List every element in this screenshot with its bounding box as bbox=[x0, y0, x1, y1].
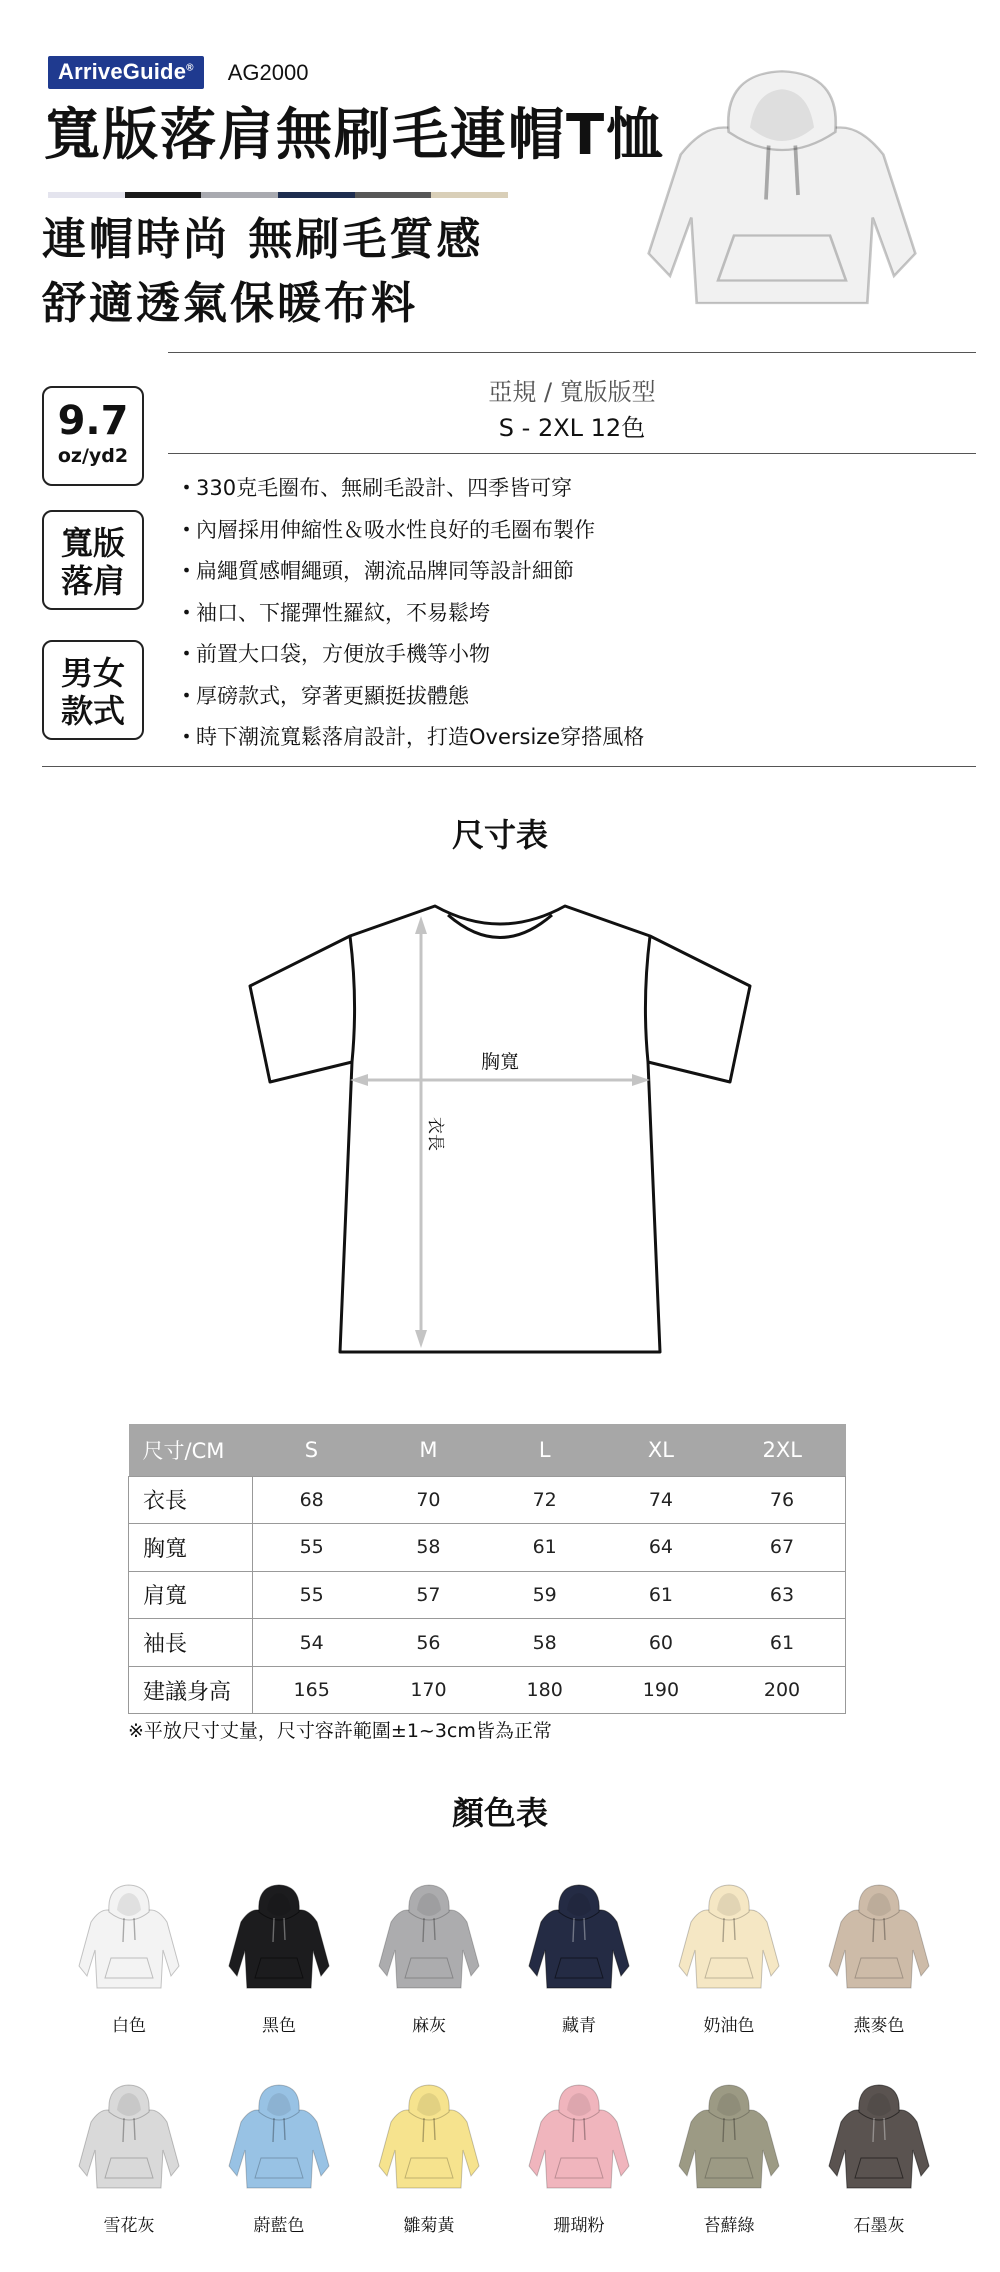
size-table-header-cell: 尺寸/CM bbox=[129, 1424, 253, 1476]
size-cell: 64 bbox=[603, 1524, 719, 1572]
hoodie-drawstring-left bbox=[723, 1918, 724, 1942]
hoodie-pocket bbox=[855, 1958, 903, 1978]
hoodie-pocket bbox=[255, 2158, 303, 2178]
hero-hoodie-image bbox=[622, 60, 942, 330]
hoodie-drawstring-left bbox=[273, 1918, 274, 1942]
feature-bullet: ・ bbox=[176, 600, 197, 625]
color-name-label: 白色 bbox=[112, 2016, 146, 2036]
fit-type: 亞規 / 寬版版型 bbox=[488, 378, 656, 406]
feature-text: 330克毛圈布、無刷毛設計、四季皆可穿 bbox=[196, 476, 573, 500]
hoodie-drawstring-left bbox=[123, 2118, 124, 2142]
model-code: AG2000 bbox=[227, 59, 309, 85]
size-cell: 67 bbox=[719, 1524, 845, 1572]
feature-text: 內層採用伸縮性＆吸水性良好的毛圈布製作 bbox=[196, 517, 595, 542]
fit-badge-line-1: 寬版 bbox=[60, 524, 125, 562]
size-row-label: 建議身高 bbox=[129, 1666, 253, 1714]
size-cell: 76 bbox=[719, 1476, 845, 1524]
size-table-header-cell: XL bbox=[603, 1424, 719, 1476]
hoodie-drawstring-right bbox=[734, 1918, 735, 1940]
size-row-label: 胸寬 bbox=[129, 1524, 253, 1572]
gender-badge-line-2: 款式 bbox=[60, 692, 125, 730]
size-cell: 170 bbox=[370, 1666, 486, 1714]
size-cell: 63 bbox=[719, 1571, 845, 1619]
hoodie-pocket bbox=[255, 1958, 303, 1978]
feature-bullet: ・ bbox=[176, 683, 197, 708]
hoodie-drawstring-left bbox=[573, 2118, 574, 2142]
brand-logo bbox=[48, 56, 204, 89]
feature-bullet: ・ bbox=[176, 517, 197, 542]
size-cell: 55 bbox=[253, 1524, 371, 1572]
spec-divider-mid bbox=[168, 453, 976, 454]
color-swatch bbox=[804, 2080, 954, 2238]
feature-text: 袖口、下擺彈性羅紋，不易鬆垮 bbox=[196, 600, 490, 625]
subtitle-line-1: 連帽時尚 無刷毛質感 bbox=[42, 214, 484, 265]
size-cell: 68 bbox=[253, 1476, 371, 1524]
spec-divider-bottom bbox=[42, 766, 976, 767]
size-table-header-cell: S bbox=[253, 1424, 371, 1476]
hoodie-drawstring-right bbox=[134, 2118, 135, 2140]
color-name-label: 蔚藍色 bbox=[253, 2216, 305, 2236]
size-cell: 54 bbox=[253, 1619, 371, 1667]
color-name-label: 藏青 bbox=[562, 2016, 596, 2036]
size-cell: 57 bbox=[370, 1571, 486, 1619]
color-name-label: 石墨灰 bbox=[853, 2216, 905, 2236]
hoodie-drawstring-left bbox=[766, 146, 769, 200]
hoodie-swatch-image bbox=[69, 1880, 189, 2000]
hoodie-swatch-image bbox=[369, 1880, 489, 2000]
size-cell: 72 bbox=[487, 1476, 603, 1524]
feature-item bbox=[176, 510, 976, 552]
gender-badge-line-1: 男女 bbox=[60, 654, 125, 692]
color-name-label: 苔蘚綠 bbox=[703, 2216, 755, 2236]
hoodie-swatch-image bbox=[219, 2080, 339, 2200]
color-strip-segment bbox=[278, 192, 355, 198]
color-swatch bbox=[804, 1880, 954, 2038]
hoodie-drawstring-left bbox=[423, 2118, 424, 2142]
color-name-label: 麻灰 bbox=[412, 2016, 446, 2036]
chest-label: 胸寬 bbox=[480, 1051, 520, 1073]
hoodie-drawstring-left bbox=[123, 1918, 124, 1942]
table-row bbox=[129, 1476, 846, 1524]
registered-mark: ® bbox=[186, 62, 194, 74]
hoodie-pocket bbox=[555, 2158, 603, 2178]
gender-badge bbox=[42, 640, 144, 740]
hoodie-drawstring-right bbox=[884, 2118, 885, 2140]
tshirt-measurement-diagram bbox=[240, 890, 760, 1370]
feature-bullet: ・ bbox=[176, 642, 197, 666]
hoodie-drawstring-left bbox=[873, 1918, 874, 1942]
hoodie-pocket bbox=[705, 2158, 753, 2178]
hoodie-pocket bbox=[855, 2158, 903, 2178]
color-swatch-grid bbox=[54, 1880, 954, 2238]
tshirt-outline bbox=[250, 906, 750, 1352]
hoodie-pocket bbox=[105, 1958, 153, 1978]
color-name-label: 雛菊黃 bbox=[403, 2216, 455, 2236]
fabric-weight-unit: oz/yd2 bbox=[57, 445, 129, 467]
hoodie-swatch-image bbox=[669, 2080, 789, 2200]
color-swatch bbox=[654, 2080, 804, 2238]
hoodie-pocket bbox=[718, 236, 846, 281]
hoodie-pocket bbox=[405, 1958, 453, 1978]
color-name-label: 珊瑚粉 bbox=[553, 2216, 605, 2236]
color-strip-segment bbox=[201, 192, 278, 198]
color-swatch bbox=[54, 2080, 204, 2238]
hoodie-drawstring-right bbox=[584, 2118, 585, 2140]
feature-bullet: ・ bbox=[176, 725, 197, 749]
size-tolerance-note: ※平放尺寸丈量，尺寸容許範圍±1~3cm皆為正常 bbox=[128, 1720, 552, 1742]
size-cell: 59 bbox=[487, 1571, 603, 1619]
size-cell: 74 bbox=[603, 1476, 719, 1524]
hoodie-drawstring-right bbox=[284, 2118, 285, 2140]
color-chart-title: 顏色表 bbox=[451, 1794, 548, 1832]
size-cell: 190 bbox=[603, 1666, 719, 1714]
hoodie-swatch-image bbox=[519, 1880, 639, 2000]
hoodie-drawstring-right bbox=[584, 1918, 585, 1940]
fabric-weight-value: 9.7 bbox=[57, 398, 129, 444]
color-strip-segment bbox=[125, 192, 202, 198]
hoodie-swatch-image bbox=[819, 1880, 939, 2000]
size-table-header-cell: 2XL bbox=[719, 1424, 845, 1476]
color-strip bbox=[48, 192, 508, 198]
feature-bullet: ・ bbox=[176, 476, 197, 500]
color-strip-segment bbox=[355, 192, 432, 198]
size-table-header bbox=[129, 1424, 846, 1476]
hoodie-swatch-image bbox=[369, 2080, 489, 2200]
hoodie-drawstring-left bbox=[873, 2118, 874, 2142]
color-swatch bbox=[504, 2080, 654, 2238]
feature-text: 扁繩質感帽繩頭，潮流品牌同等設計細節 bbox=[196, 559, 574, 583]
size-cell: 58 bbox=[487, 1619, 603, 1667]
color-name-label: 黑色 bbox=[262, 2016, 296, 2036]
feature-item bbox=[176, 634, 976, 676]
fit-badge bbox=[42, 510, 144, 610]
size-cell: 61 bbox=[487, 1524, 603, 1572]
table-row bbox=[129, 1619, 846, 1667]
color-name-label: 雪花灰 bbox=[103, 2216, 155, 2236]
color-swatch bbox=[204, 1880, 354, 2038]
feature-text: 時下潮流寬鬆落肩設計，打造Oversize穿搭風格 bbox=[196, 725, 645, 749]
size-row-label: 肩寬 bbox=[129, 1571, 253, 1619]
hoodie-drawstring-right bbox=[434, 2118, 435, 2140]
table-row bbox=[129, 1571, 846, 1619]
product-header bbox=[0, 0, 1000, 340]
size-cell: 60 bbox=[603, 1619, 719, 1667]
size-cell: 55 bbox=[253, 1571, 371, 1619]
size-cell: 200 bbox=[719, 1666, 845, 1714]
hoodie-drawstring-right bbox=[795, 146, 798, 196]
size-row-label: 袖長 bbox=[129, 1619, 253, 1667]
size-cell: 180 bbox=[487, 1666, 603, 1714]
hoodie-drawstring-right bbox=[734, 2118, 735, 2140]
size-cell: 61 bbox=[603, 1571, 719, 1619]
hoodie-drawstring-right bbox=[284, 1918, 285, 1940]
size-cell: 58 bbox=[370, 1524, 486, 1572]
color-name-label: 奶油色 bbox=[703, 2016, 755, 2036]
size-table-header-cell: L bbox=[487, 1424, 603, 1476]
feature-text: 厚磅款式，穿著更顯挺拔體態 bbox=[196, 683, 469, 708]
hoodie-pocket bbox=[705, 1958, 753, 1978]
table-row bbox=[129, 1524, 846, 1572]
hoodie-pocket bbox=[405, 2158, 453, 2178]
feature-item bbox=[176, 551, 976, 593]
hoodie-swatch-image bbox=[519, 2080, 639, 2200]
hoodie-drawstring-left bbox=[423, 1918, 424, 1942]
fabric-weight-badge bbox=[42, 386, 144, 486]
color-swatch bbox=[354, 2080, 504, 2238]
size-table-body bbox=[129, 1476, 846, 1714]
size-color-range: S - 2XL 12色 bbox=[498, 414, 646, 442]
size-cell: 70 bbox=[370, 1476, 486, 1524]
hoodie-drawstring-right bbox=[884, 1918, 885, 1940]
spec-divider-top bbox=[168, 352, 976, 353]
hoodie-drawstring-left bbox=[573, 1918, 574, 1942]
hoodie-swatch-image bbox=[69, 2080, 189, 2200]
hoodie-drawstring-right bbox=[434, 1918, 435, 1940]
size-row-label: 衣長 bbox=[129, 1476, 253, 1524]
color-swatch bbox=[54, 1880, 204, 2038]
hoodie-swatch-image bbox=[219, 1880, 339, 2000]
hoodie-pocket bbox=[105, 2158, 153, 2178]
size-chart-title: 尺寸表 bbox=[451, 816, 548, 854]
color-swatch bbox=[354, 1880, 504, 2038]
color-strip-segment bbox=[431, 192, 508, 198]
size-table bbox=[128, 1424, 846, 1714]
color-swatch bbox=[654, 1880, 804, 2038]
size-table-header-cell: M bbox=[370, 1424, 486, 1476]
feature-item bbox=[176, 676, 976, 718]
hoodie-swatch-image bbox=[669, 1880, 789, 2000]
color-strip-segment bbox=[48, 192, 125, 198]
length-label: 衣長 bbox=[425, 1117, 445, 1151]
hoodie-drawstring-left bbox=[723, 2118, 724, 2142]
feature-item bbox=[176, 717, 976, 759]
color-swatch bbox=[504, 1880, 654, 2038]
color-swatch bbox=[204, 2080, 354, 2238]
subtitle-line-2: 舒適透氣保暖布料 bbox=[42, 278, 418, 329]
color-name-label: 燕麥色 bbox=[853, 2016, 905, 2036]
hoodie-drawstring-right bbox=[134, 1918, 135, 1940]
brand-row bbox=[48, 56, 308, 89]
product-title: 寬版落肩無刷毛連帽T恤 bbox=[44, 103, 665, 168]
size-cell: 165 bbox=[253, 1666, 371, 1714]
feature-item bbox=[176, 468, 976, 510]
hoodie-drawstring-left bbox=[273, 2118, 274, 2142]
hoodie-swatch-image bbox=[819, 2080, 939, 2200]
feature-text: 前置大口袋，方便放手機等小物 bbox=[196, 642, 490, 666]
feature-list bbox=[176, 468, 976, 759]
brand-logo-text: ArriveGuide bbox=[58, 59, 187, 84]
table-row bbox=[129, 1666, 846, 1714]
fit-badge-line-2: 落肩 bbox=[60, 562, 125, 600]
size-cell: 61 bbox=[719, 1619, 845, 1667]
size-cell: 56 bbox=[370, 1619, 486, 1667]
hoodie-pocket bbox=[555, 1958, 603, 1978]
feature-bullet: ・ bbox=[176, 559, 197, 583]
feature-item bbox=[176, 593, 976, 635]
